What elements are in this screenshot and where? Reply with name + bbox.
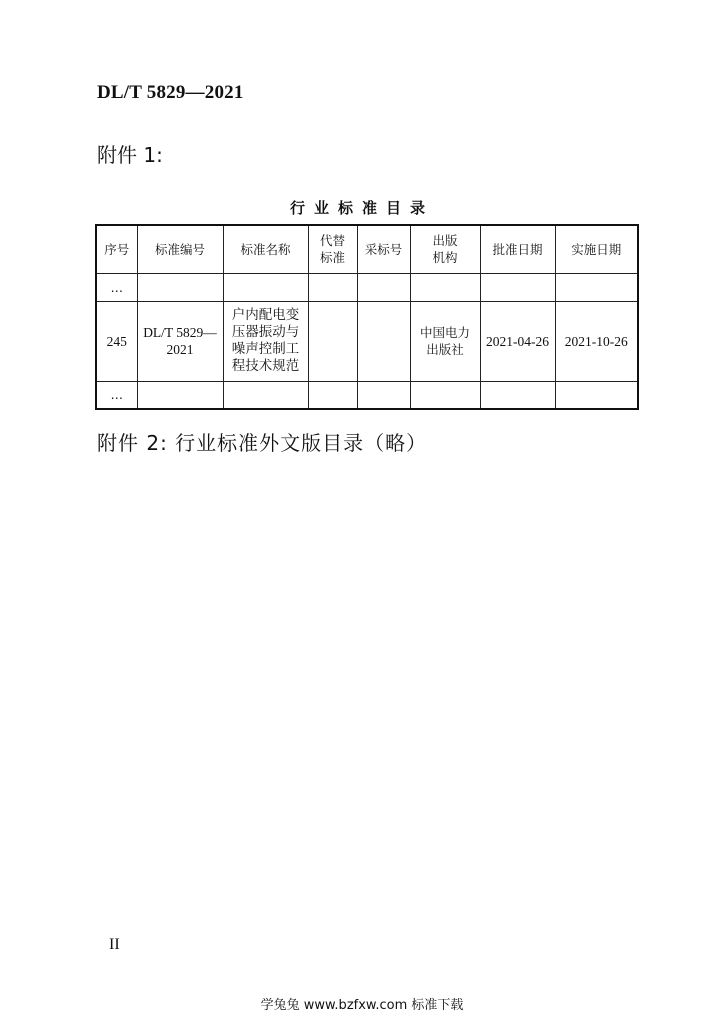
empty-cell	[308, 381, 357, 409]
col-header-standard-name: 标准名称	[223, 225, 308, 273]
empty-cell	[480, 381, 555, 409]
empty-cell	[308, 273, 357, 301]
empty-cell	[223, 381, 308, 409]
col-header-publisher: 出版 机构	[410, 225, 480, 273]
ellipsis-cell: …	[96, 381, 137, 409]
col-header-replaced: 代替 标准	[308, 225, 357, 273]
download-watermark: 学兔兔 www.bzfxw.com 标准下载	[260, 998, 464, 1013]
empty-cell	[357, 273, 410, 301]
cell-adopted	[357, 301, 410, 381]
empty-cell	[410, 381, 480, 409]
ellipsis-cell: …	[96, 273, 137, 301]
empty-cell	[137, 381, 223, 409]
cell-implementation-date: 2021-10-26	[555, 301, 638, 381]
table-row	[96, 301, 638, 381]
empty-cell	[410, 273, 480, 301]
document-standard-number: DL/T 5829—2021	[97, 82, 244, 103]
cell-publisher: 中国电力 出版社	[410, 301, 480, 381]
standards-catalog-table	[95, 224, 639, 410]
col-header-standard-no: 标准编号	[137, 225, 223, 273]
cell-seq: 245	[96, 301, 137, 381]
empty-cell	[555, 273, 638, 301]
table-row-ellipsis	[96, 273, 638, 301]
table-title: 行业标准目录	[289, 199, 434, 217]
appendix-1-heading: 附件 1:	[97, 143, 163, 167]
table-header-row	[96, 225, 638, 273]
page-number: II	[109, 936, 120, 953]
col-header-adopted: 采标号	[357, 225, 410, 273]
cell-standard-no: DL/T 5829— 2021	[137, 301, 223, 381]
appendix-2-heading: 附件 2: 行业标准外文版目录（略）	[97, 431, 428, 455]
table-row-ellipsis	[96, 381, 638, 409]
cell-replaced	[308, 301, 357, 381]
col-header-seq: 序号	[96, 225, 137, 273]
empty-cell	[480, 273, 555, 301]
col-header-approval-date: 批准日期	[480, 225, 555, 273]
empty-cell	[223, 273, 308, 301]
empty-cell	[555, 381, 638, 409]
col-header-implementation-date: 实施日期	[555, 225, 638, 273]
cell-approval-date: 2021-04-26	[480, 301, 555, 381]
empty-cell	[137, 273, 223, 301]
cell-standard-name: 户内配电变 压器振动与 噪声控制工 程技术规范	[223, 301, 308, 381]
empty-cell	[357, 381, 410, 409]
